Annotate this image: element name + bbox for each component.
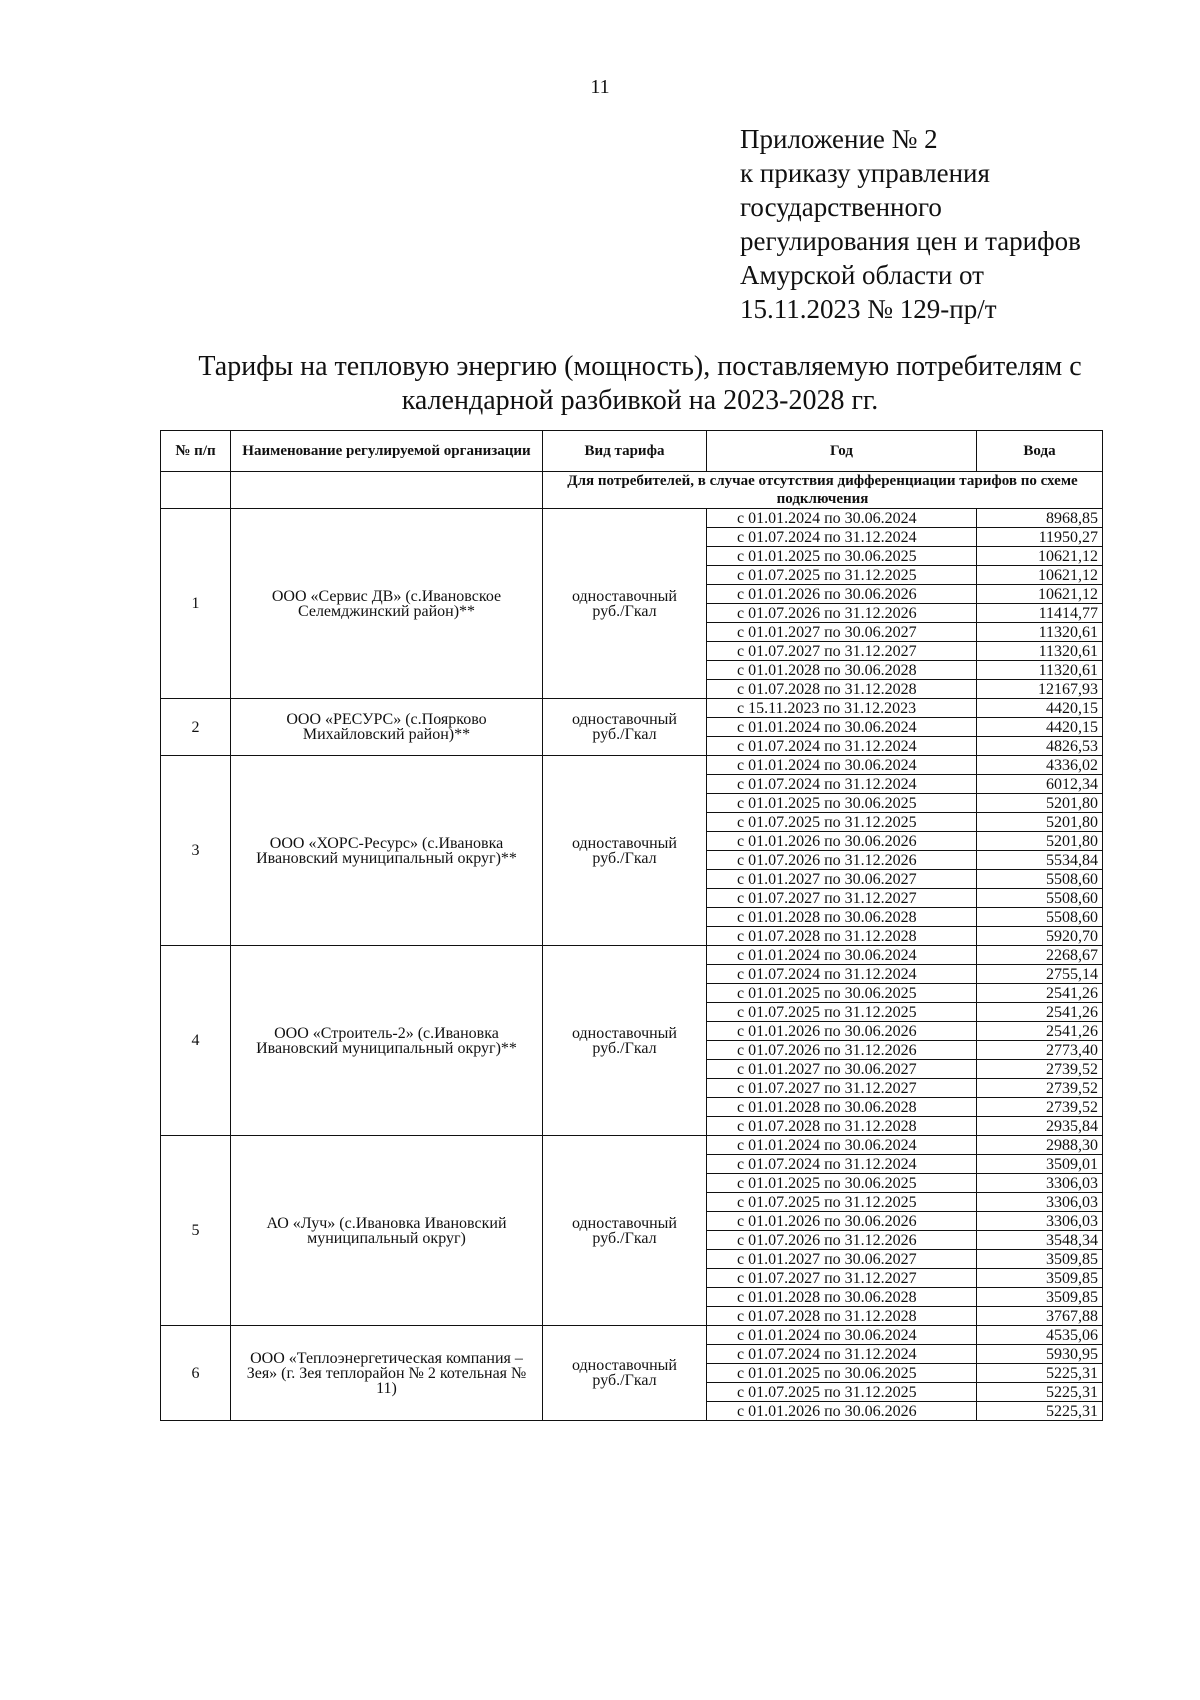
tariff-kind — [543, 509, 707, 699]
table-row — [161, 946, 1103, 965]
water-value-cell: 2739,52 — [977, 1060, 1103, 1079]
period-cell: с 01.01.2025 по 30.06.2025 — [707, 794, 977, 813]
appendix-line: 15.11.2023 № 129-пр/т — [740, 294, 997, 324]
period-cell: с 01.01.2024 по 30.06.2024 — [707, 756, 977, 775]
table-row — [161, 699, 1103, 718]
page-number: 11 — [590, 76, 610, 98]
period-cell: с 01.07.2026 по 31.12.2026 — [707, 1041, 977, 1060]
water-value-cell: 5920,70 — [977, 927, 1103, 946]
water-value-cell: 5508,60 — [977, 889, 1103, 908]
water-value-cell: 11320,61 — [977, 661, 1103, 680]
period-cell: с 01.01.2027 по 30.06.2027 — [707, 1060, 977, 1079]
period-cell: с 01.01.2024 по 30.06.2024 — [707, 1136, 977, 1155]
note-empty-cell — [231, 472, 543, 509]
period-cell: с 01.01.2027 по 30.06.2027 — [707, 870, 977, 889]
tariff-kind — [543, 946, 707, 1136]
water-value-cell: 3767,88 — [977, 1307, 1103, 1326]
period-cell: с 01.01.2025 по 30.06.2025 — [707, 547, 977, 566]
note-text: Для потребителей, в случае отсутствия дифференциации тарифов по схеме подключения — [567, 473, 1078, 507]
period-cell: с 01.07.2028 по 31.12.2028 — [707, 1307, 977, 1326]
org-number: 6 — [161, 1326, 231, 1421]
period-cell: с 01.01.2025 по 30.06.2025 — [707, 1364, 977, 1383]
tariff-kind-type: одноставочный — [572, 1024, 677, 1042]
water-value-cell: 5201,80 — [977, 794, 1103, 813]
period-cell: с 01.01.2025 по 30.06.2025 — [707, 984, 977, 1003]
water-value-cell: 10621,12 — [977, 585, 1103, 604]
period-cell: с 01.01.2025 по 30.06.2025 — [707, 1174, 977, 1193]
period-cell: с 01.07.2025 по 31.12.2025 — [707, 1003, 977, 1022]
period-cell: с 01.01.2024 по 30.06.2024 — [707, 946, 977, 965]
water-value-cell: 11950,27 — [977, 528, 1103, 547]
water-value-cell: 11320,61 — [977, 642, 1103, 661]
water-value-cell: 12167,93 — [977, 680, 1103, 699]
water-value-cell: 5201,80 — [977, 832, 1103, 851]
org-name: ООО «Теплоэнергетическая компания – Зея» (г. Зея теплорайон № 2 котельная № 11) — [231, 1326, 543, 1421]
period-cell: с 01.01.2028 по 30.06.2028 — [707, 1098, 977, 1117]
water-value-cell: 4336,02 — [977, 756, 1103, 775]
document-title-line: Тарифы на тепловую энергию (мощность), поставляемую потребителям с — [198, 351, 1082, 382]
period-cell: с 01.07.2025 по 31.12.2025 — [707, 566, 977, 585]
water-value-cell: 4420,15 — [977, 699, 1103, 718]
water-value-cell: 10621,12 — [977, 547, 1103, 566]
period-cell: с 01.07.2024 по 31.12.2024 — [707, 1155, 977, 1174]
period-cell: с 01.07.2026 по 31.12.2026 — [707, 1231, 977, 1250]
period-cell: с 01.07.2027 по 31.12.2027 — [707, 1269, 977, 1288]
tariff-kind-type: одноставочный — [572, 587, 677, 605]
period-cell: с 01.07.2025 по 31.12.2025 — [707, 1193, 977, 1212]
water-value-cell: 5201,80 — [977, 813, 1103, 832]
period-cell: с 01.07.2027 по 31.12.2027 — [707, 642, 977, 661]
water-value-cell: 2935,84 — [977, 1117, 1103, 1136]
water-value-cell: 6012,34 — [977, 775, 1103, 794]
period-cell: с 01.01.2028 по 30.06.2028 — [707, 908, 977, 927]
org-name: ООО «Сервис ДВ» (с.Ивановское Селемджинский район)** — [231, 509, 543, 699]
appendix-line: регулирования цен и тарифов — [740, 226, 1081, 256]
water-value-cell: 3306,03 — [977, 1174, 1103, 1193]
tariff-kind-type: одноставочный — [572, 1357, 677, 1374]
water-value-cell: 2541,26 — [977, 1022, 1103, 1041]
period-cell: с 15.11.2023 по 31.12.2023 — [707, 699, 977, 718]
period-cell: с 01.07.2025 по 31.12.2025 — [707, 1383, 977, 1402]
tariff-kind-type: одноставочный — [572, 834, 677, 852]
water-value-cell: 3306,03 — [977, 1193, 1103, 1212]
period-cell: с 01.01.2024 по 30.06.2024 — [707, 509, 977, 528]
water-value-cell: 2755,14 — [977, 965, 1103, 984]
period-cell: с 01.01.2024 по 30.06.2024 — [707, 1326, 977, 1345]
water-value-cell: 3509,85 — [977, 1288, 1103, 1307]
table-row — [161, 756, 1103, 775]
org-name: ООО «ХОРС-Ресурс» (с.Ивановка Ивановский муниципальный округ)** — [231, 756, 543, 946]
header-organization: Наименование регулируемой организации — [231, 431, 543, 472]
period-cell: с 01.07.2026 по 31.12.2026 — [707, 851, 977, 870]
water-value-cell: 3509,85 — [977, 1250, 1103, 1269]
period-cell: с 01.07.2027 по 31.12.2027 — [707, 889, 977, 908]
water-value-cell: 5508,60 — [977, 908, 1103, 927]
water-value-cell: 4535,06 — [977, 1326, 1103, 1345]
period-cell: с 01.07.2025 по 31.12.2025 — [707, 813, 977, 832]
water-value-cell: 3509,85 — [977, 1269, 1103, 1288]
appendix-line: Приложение № 2 — [740, 124, 938, 154]
water-value-cell: 2541,26 — [977, 1003, 1103, 1022]
period-cell: с 01.01.2027 по 30.06.2027 — [707, 623, 977, 642]
water-value-cell: 4420,15 — [977, 718, 1103, 737]
tariff-kind-unit: руб./Гкал — [592, 1039, 657, 1057]
water-value-cell: 2739,52 — [977, 1079, 1103, 1098]
table-row — [161, 509, 1103, 528]
tariff-kind-unit: руб./Гкал — [592, 726, 657, 743]
tariff-kind — [543, 1136, 707, 1326]
period-cell: с 01.07.2028 по 31.12.2028 — [707, 927, 977, 946]
water-value-cell: 2739,52 — [977, 1098, 1103, 1117]
period-cell: с 01.07.2028 по 31.12.2028 — [707, 680, 977, 699]
appendix-block — [740, 122, 1180, 326]
header-tariff-kind: Вид тарифа — [543, 431, 707, 472]
period-cell: с 01.01.2026 по 30.06.2026 — [707, 1212, 977, 1231]
water-value-cell: 2541,26 — [977, 984, 1103, 1003]
period-cell: с 01.01.2026 по 30.06.2026 — [707, 832, 977, 851]
table-row — [161, 1136, 1103, 1155]
period-cell: с 01.07.2026 по 31.12.2026 — [707, 604, 977, 623]
org-number: 4 — [161, 946, 231, 1136]
period-cell: с 01.07.2024 по 31.12.2024 — [707, 1345, 977, 1364]
water-value-cell: 8968,85 — [977, 509, 1103, 528]
table-row — [161, 1326, 1103, 1345]
water-value-cell: 5930,95 — [977, 1345, 1103, 1364]
water-value-cell: 5508,60 — [977, 870, 1103, 889]
tariff-kind — [543, 756, 707, 946]
org-name: АО «Луч» (с.Ивановка Ивановский муниципальный округ) — [231, 1136, 543, 1326]
tariff-table — [160, 430, 1103, 1421]
water-value-cell: 5225,31 — [977, 1364, 1103, 1383]
org-number: 2 — [161, 699, 231, 756]
note-empty-cell — [161, 472, 231, 509]
period-cell: с 01.07.2024 по 31.12.2024 — [707, 528, 977, 547]
period-cell: с 01.07.2024 по 31.12.2024 — [707, 737, 977, 756]
period-cell: с 01.07.2024 по 31.12.2024 — [707, 775, 977, 794]
tariff-kind-unit: руб./Гкал — [592, 849, 657, 867]
water-value-cell: 10621,12 — [977, 566, 1103, 585]
table-header-row — [161, 431, 1103, 472]
period-cell: с 01.01.2026 по 30.06.2026 — [707, 1022, 977, 1041]
appendix-line: Амурской области от — [740, 260, 984, 290]
water-value-cell: 11320,61 — [977, 623, 1103, 642]
period-cell: с 01.01.2027 по 30.06.2027 — [707, 1250, 977, 1269]
period-cell: с 01.07.2028 по 31.12.2028 — [707, 1117, 977, 1136]
header-water: Вода — [977, 431, 1103, 472]
org-number: 1 — [161, 509, 231, 699]
water-value-cell: 3509,01 — [977, 1155, 1103, 1174]
appendix-line: к приказу управления — [740, 158, 990, 188]
water-value-cell: 11414,77 — [977, 604, 1103, 623]
org-number: 3 — [161, 756, 231, 946]
period-cell: с 01.01.2028 по 30.06.2028 — [707, 1288, 977, 1307]
org-name: ООО «Строитель-2» (с.Ивановка Ивановский муниципальный округ)** — [231, 946, 543, 1136]
note-row — [161, 472, 1103, 509]
tariff-kind-unit: руб./Гкал — [592, 602, 657, 620]
tariff-kind-unit: руб./Гкал — [592, 1372, 657, 1389]
header-number: № п/п — [161, 431, 231, 472]
document-title-line: календарной разбивкой на 2023-2028 гг. — [401, 385, 879, 416]
note-cell — [543, 472, 1103, 509]
org-number: 5 — [161, 1136, 231, 1326]
period-cell: с 01.07.2027 по 31.12.2027 — [707, 1079, 977, 1098]
period-cell: с 01.01.2026 по 30.06.2026 — [707, 585, 977, 604]
period-cell: с 01.01.2028 по 30.06.2028 — [707, 661, 977, 680]
water-value-cell: 5534,84 — [977, 851, 1103, 870]
org-name: ООО «РЕСУРС» (с.Поярково Михайловский район)** — [231, 699, 543, 756]
tariff-kind-type: одноставочный — [572, 1214, 677, 1232]
period-cell: с 01.07.2024 по 31.12.2024 — [707, 965, 977, 984]
document-title — [160, 350, 1120, 418]
water-value-cell: 3548,34 — [977, 1231, 1103, 1250]
appendix-line: государственного — [740, 192, 942, 222]
tariff-kind — [543, 699, 707, 756]
water-value-cell: 4826,53 — [977, 737, 1103, 756]
water-value-cell: 2773,40 — [977, 1041, 1103, 1060]
water-value-cell: 5225,31 — [977, 1402, 1103, 1421]
tariff-kind — [543, 1326, 707, 1421]
water-value-cell: 3306,03 — [977, 1212, 1103, 1231]
period-cell: с 01.01.2026 по 30.06.2026 — [707, 1402, 977, 1421]
water-value-cell: 5225,31 — [977, 1383, 1103, 1402]
period-cell: с 01.01.2024 по 30.06.2024 — [707, 718, 977, 737]
header-year: Год — [707, 431, 977, 472]
water-value-cell: 2268,67 — [977, 946, 1103, 965]
water-value-cell: 2988,30 — [977, 1136, 1103, 1155]
tariff-kind-type: одноставочный — [572, 711, 677, 728]
tariff-kind-unit: руб./Гкал — [592, 1229, 657, 1247]
